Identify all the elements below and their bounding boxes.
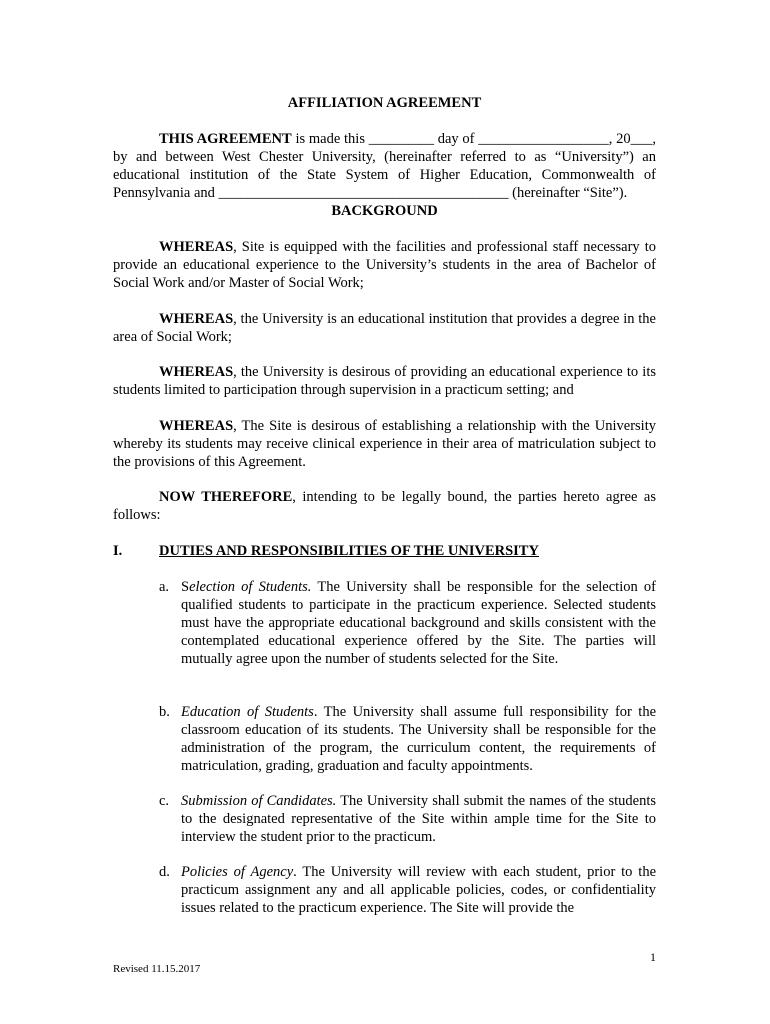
list-item-text: The University shall submit the names of the students to the designated representative of the Site within ample time for the Site to interview the student prior to the practicum. <box>181 793 656 845</box>
list-item <box>159 703 656 775</box>
whereas-lead: WHEREAS <box>159 364 234 380</box>
list-item-letter: d. <box>159 864 170 880</box>
background-heading: BACKGROUND <box>331 203 438 219</box>
list-item-prefix: S <box>181 579 190 595</box>
whereas-text: , The Site is desirous of establishing a relationship with the University whereby its students may receive clinical experience in their area of matriculation subject to the provisions of this Agreement. <box>113 418 656 470</box>
section-number: I. <box>113 543 123 559</box>
intro-paragraph <box>113 130 656 202</box>
list-item-heading: election of Students. <box>189 579 312 595</box>
now-therefore-paragraph <box>113 488 656 524</box>
list-item-letter: a. <box>159 579 170 595</box>
whereas-lead: WHEREAS <box>159 311 234 327</box>
whereas-paragraph-4 <box>113 417 656 471</box>
intro-text: is made this _________ day of __________________, 20___, by and between West Chester University, (hereinafter referred to as “University”) an educational institution of the State System of Higher Education, Commonwealth of Pennsylvania and ________________________________________ (hereinafter “Site”). <box>113 131 657 201</box>
footer-revision: Revised 11.15.2017 <box>113 963 201 975</box>
now-therefore-lead: NOW THEREFORE <box>159 489 293 505</box>
section-title: DUTIES AND RESPONSIBILITIES OF THE UNIVERSITY <box>159 543 539 559</box>
whereas-text: , the University is an educational institution that provides a degree in the area of Social Work; <box>113 311 656 345</box>
list-item-text: . The University will review with each student, prior to the practicum assignment any and all applicable policies, codes, or confidentiality issues related to the practicum experience. The Site will provide the <box>181 864 657 916</box>
whereas-paragraph-2 <box>113 310 656 346</box>
list-item-letter: c. <box>159 793 170 809</box>
list-item-heading: Education of Students <box>181 704 314 720</box>
whereas-paragraph-3 <box>113 363 656 399</box>
list-item-heading: Submission of Candidates. <box>181 793 337 809</box>
section-heading <box>113 542 656 560</box>
list-item-heading: Policies of Agency <box>181 864 294 880</box>
list-item <box>159 792 656 846</box>
whereas-lead: WHEREAS <box>159 418 234 434</box>
list-item-text: The University shall be responsible for the selection of qualified students to participate in the practicum experience. Selected students must have the appropriate educational background and skills consistent with the contemplated educational experience offered by the Site. The parties will mutually agree upon the number of students selected for the Site. <box>181 579 656 667</box>
list-item-letter: b. <box>159 704 170 720</box>
document-title: AFFILIATION AGREEMENT <box>287 95 482 111</box>
whereas-text: , Site is equipped with the facilities and professional staff necessary to provide an educational experience to the University’s students in the area of Bachelor of Social Work and/or Master of Social Work; <box>113 239 656 291</box>
whereas-text: , the University is desirous of providing an educational experience to its students limited to participation through supervision in a practicum setting; and <box>113 364 656 398</box>
list-item <box>159 578 656 668</box>
page-number: 1 <box>650 950 656 964</box>
whereas-lead: WHEREAS <box>159 239 234 255</box>
list-item <box>159 863 656 917</box>
whereas-paragraph-1 <box>113 238 656 292</box>
list-item-text: . The University shall assume full responsibility for the classroom education of its students. The University shall be responsible for the administration of the program, the curriculum content, the requirements of matriculation, grading, graduation and faculty appointments. <box>181 704 656 774</box>
intro-lead: THIS AGREEMENT <box>159 131 292 147</box>
now-therefore-text: , intending to be legally bound, the parties hereto agree as follows: <box>113 489 656 523</box>
